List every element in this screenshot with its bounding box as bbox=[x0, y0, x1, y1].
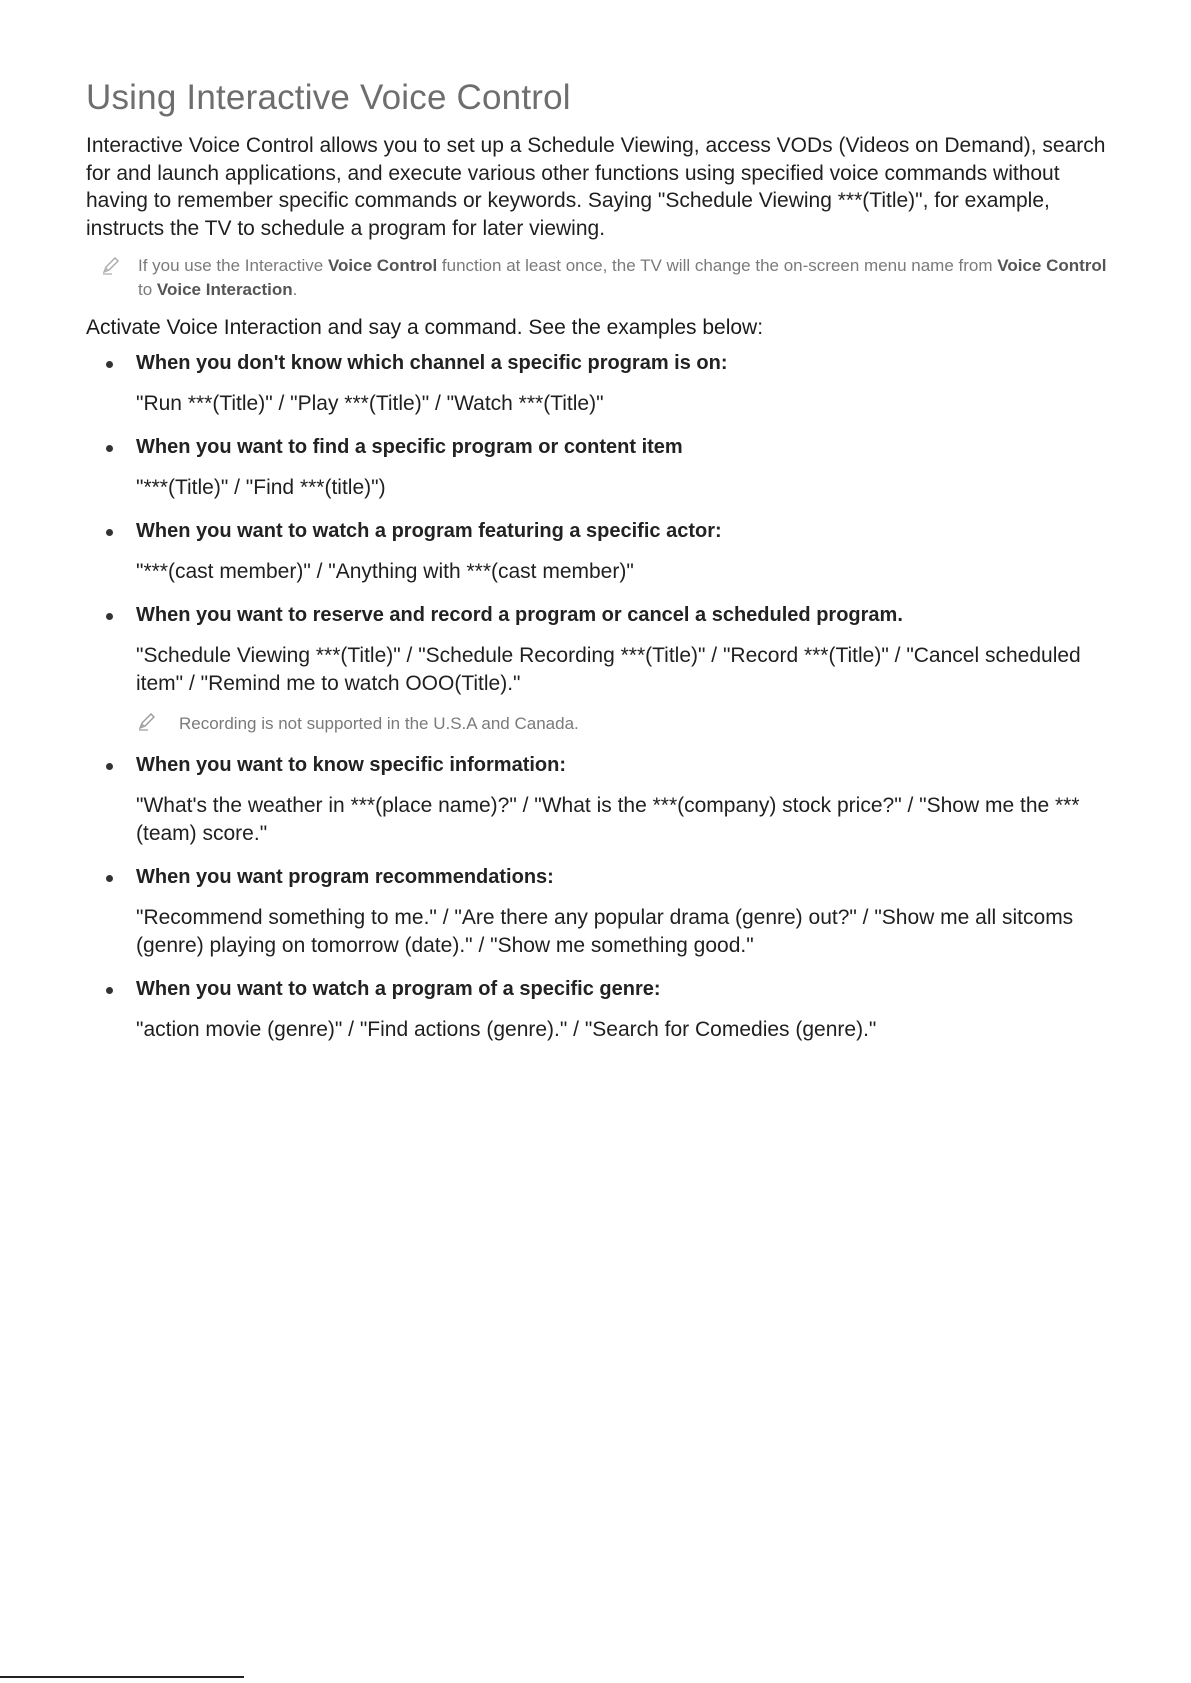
list-item bbox=[86, 433, 1116, 517]
item-heading: When you want to watch a program of a specific genre: bbox=[136, 978, 661, 1000]
item-heading: When you want to know specific information: bbox=[136, 754, 567, 776]
intro-paragraph: Interactive Voice Control allows you to set up a Schedule Viewing, access VODs (Videos on Demand), search for and launch applications, and execute various other functions using specified voice commands without having to remember specific commands or keywords. Saying "Schedule Viewing ***(Title)", for example, instructs the TV to schedule a program for later viewing. bbox=[86, 134, 1106, 240]
pencil-icon bbox=[136, 710, 158, 732]
list-item bbox=[86, 517, 1116, 601]
item-commands: "action movie (genre)" / "Find actions (genre)." / "Search for Comedies (genre)." bbox=[136, 1018, 877, 1041]
note-text-2: function at least once, the TV will change the on-screen menu name from bbox=[437, 256, 998, 275]
bullet-icon bbox=[106, 445, 113, 452]
activate-instruction: Activate Voice Interaction and say a command. See the examples below: bbox=[86, 316, 764, 339]
note-text-4: . bbox=[292, 280, 298, 299]
recording-note-text: Recording is not supported in the U.S.A and Canada. bbox=[179, 714, 579, 733]
bullet-icon bbox=[106, 613, 113, 620]
item-commands: "Schedule Viewing ***(Title)" / "Schedule Recording ***(Title)" / "Record ***(Title)" / "Cancel scheduled item" / "Remind me to watch OOO(Title)." bbox=[136, 644, 1081, 695]
note-text-3: to bbox=[138, 280, 157, 299]
item-heading: When you want to watch a program featuring a specific actor: bbox=[136, 520, 722, 542]
item-heading: When you want to find a specific program or content item bbox=[136, 436, 683, 458]
list-item bbox=[86, 349, 1116, 433]
page-title: Using Interactive Voice Control bbox=[86, 78, 571, 117]
item-commands: "Recommend something to me." / "Are there any popular drama (genre) out?" / "Show me all sitcoms (genre) playing on tomorrow (date)." / "Show me something good." bbox=[136, 906, 1074, 957]
pencil-icon bbox=[100, 254, 122, 276]
menu-name-note bbox=[86, 254, 1116, 302]
manual-page bbox=[86, 78, 1116, 1044]
bullet-icon bbox=[106, 987, 113, 994]
list-item bbox=[86, 863, 1116, 975]
item-commands: "***(cast member)" / "Anything with ***(cast member)" bbox=[136, 560, 634, 583]
list-item bbox=[86, 975, 1116, 1044]
bullet-icon bbox=[106, 529, 113, 536]
item-commands: "What's the weather in ***(place name)?" / "What is the ***(company) stock price?" / "Show me the ***(team) score." bbox=[136, 794, 1080, 845]
list-item bbox=[86, 751, 1116, 863]
note-term-voice-control-2: Voice Control bbox=[997, 256, 1107, 275]
item-commands: "***(Title)" / "Find ***(title)") bbox=[136, 476, 386, 499]
note-term-voice-control: Voice Control bbox=[327, 256, 438, 275]
item-heading: When you want to reserve and record a program or cancel a scheduled program. bbox=[136, 604, 903, 626]
bullet-icon bbox=[106, 875, 113, 882]
item-heading: When you don't know which channel a specific program is on: bbox=[136, 352, 728, 374]
footer-rule bbox=[0, 1676, 244, 1678]
item-commands: "Run ***(Title)" / "Play ***(Title)" / "Watch ***(Title)" bbox=[136, 392, 604, 415]
note-text-1: If you use the Interactive bbox=[138, 256, 328, 275]
item-heading: When you want program recommendations: bbox=[136, 866, 554, 888]
list-item bbox=[86, 601, 1116, 751]
bullet-icon bbox=[106, 763, 113, 770]
bullet-icon bbox=[106, 361, 113, 368]
command-example-list bbox=[86, 349, 1116, 1044]
recording-note bbox=[136, 712, 1116, 736]
note-term-voice-interaction: Voice Interaction bbox=[156, 280, 293, 299]
